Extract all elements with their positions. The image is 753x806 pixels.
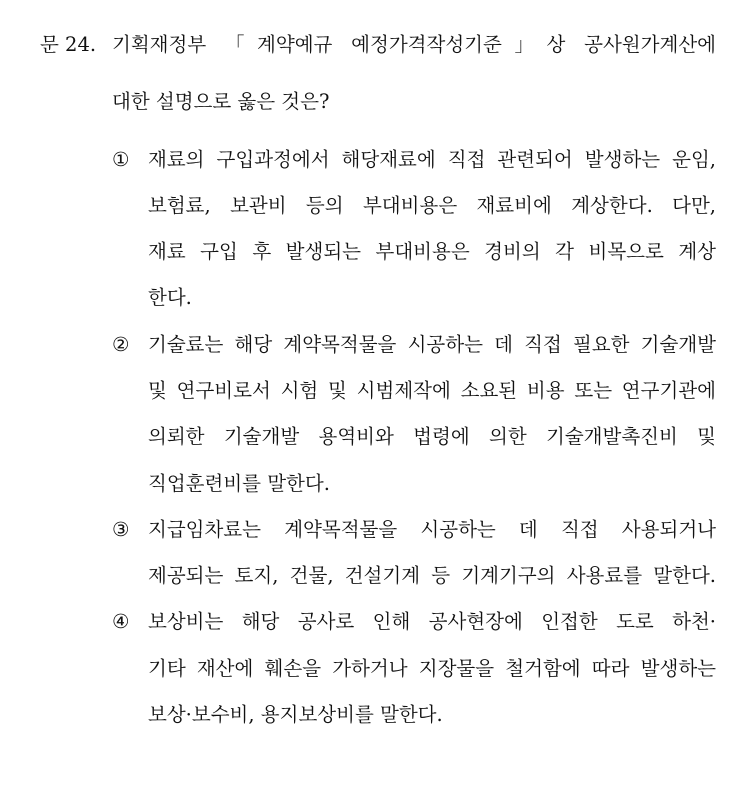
question-stem-line-1: 기획재정부 「계약예규 예정가격작성기준」상 공사원가계산에	[112, 33, 716, 56]
option-1-line-2: 보험료, 보관비 등의 부대비용은 재료비에 계상한다. 다만,	[148, 194, 716, 217]
question-number: 문 24.	[40, 33, 97, 56]
question-stem-line-2: 대한 설명으로 옳은 것은?	[112, 90, 330, 113]
option-3-line-1: 지급임차료는 계약목적물을 시공하는 데 직접 사용되거나	[148, 518, 716, 541]
option-4-marker: ④	[112, 610, 130, 633]
option-2-line-3: 의뢰한 기술개발 용역비와 법령에 의한 기술개발촉진비 및	[148, 425, 716, 448]
option-2-marker: ②	[112, 333, 130, 356]
option-4-line-1: 보상비는 해당 공사로 인해 공사현장에 인접한 도로 하천·	[148, 610, 716, 633]
option-2-line-2: 및 연구비로서 시험 및 시범제작에 소요된 비용 또는 연구기관에	[148, 379, 716, 402]
option-2-line-1: 기술료는 해당 계약목적물을 시공하는 데 직접 필요한 기술개발	[148, 333, 716, 356]
option-1-line-4: 한다.	[148, 286, 192, 309]
option-1-line-3: 재료 구입 후 발생되는 부대비용은 경비의 각 비목으로 계상	[148, 240, 716, 263]
option-4-line-3: 보상·보수비, 용지보상비를 말한다.	[148, 703, 443, 726]
option-1-line-1: 재료의 구입과정에서 해당재료에 직접 관련되어 발생하는 운임,	[148, 148, 716, 171]
option-2-line-4: 직업훈련비를 말한다.	[148, 472, 330, 495]
option-4-line-2: 기타 재산에 훼손을 가하거나 지장물을 철거함에 따라 발생하는	[148, 657, 716, 680]
option-3-line-2: 제공되는 토지, 건물, 건설기계 등 기계기구의 사용료를 말한다.	[148, 564, 716, 587]
option-3-marker: ③	[112, 518, 130, 541]
option-1-marker: ①	[112, 148, 130, 171]
